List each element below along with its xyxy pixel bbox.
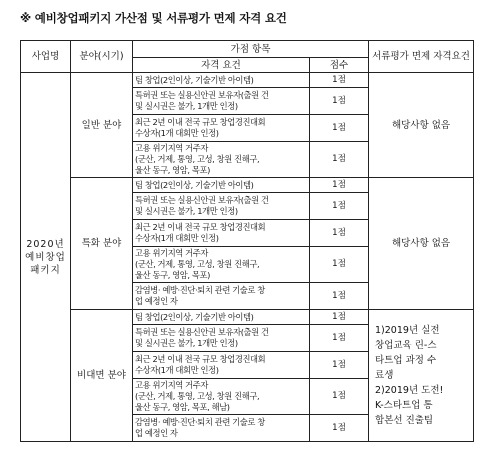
condition-cell (133, 220, 310, 247)
condition-line: 고용 위기지역 거주자 (135, 248, 209, 258)
condition-cell (133, 88, 310, 115)
condition-line: 및 실시권은 불가, 1개만 인정) (135, 206, 238, 216)
condition-cell (133, 115, 310, 142)
condition-line: 울산 동구, 영암, 목포) (135, 270, 210, 280)
exemption-line: 료생 (375, 370, 394, 381)
header-business-name: 사업명 (21, 41, 71, 73)
condition-line: 울산 동구, 영암, 목포) (135, 165, 210, 175)
table-row (21, 178, 474, 193)
score-cell: 1점 (310, 193, 369, 220)
field-cell: 비대면 분야 (71, 310, 133, 442)
score-cell: 1점 (310, 352, 369, 379)
condition-line: 업 예정인 자 (135, 296, 178, 306)
page-title: ※ 예비창업패키지 가산점 및 서류평가 면제 자격 요건 (20, 11, 287, 25)
condition-line: 및 실시권은 불가, 1개만 인정) (135, 101, 238, 111)
condition-cell (133, 142, 310, 178)
condition-cell (133, 193, 310, 220)
condition-cell (133, 352, 310, 379)
condition-line: 팀 창업(2인이상, 기술기반 아이템) (135, 311, 254, 322)
condition-line: 및 실시권은 불가, 1개만 인정) (135, 338, 238, 348)
field-cell: 특화 분야 (71, 178, 133, 310)
score-cell: 1점 (310, 178, 369, 193)
exemption-line: 2)2019년 도전! (375, 385, 444, 396)
condition-line: 수상자(1개 대회만 인정) (135, 365, 219, 375)
condition-line: 특허권 또는 실용신안권 보유자(출원 건 (135, 90, 269, 100)
condition-line: (군산, 거제, 통영, 고성, 창원 진해구, (135, 154, 260, 164)
condition-cell (133, 73, 310, 88)
business-name-line: 예비창업 (25, 251, 66, 263)
exemption-line: 1)2019년 실전 (375, 325, 440, 336)
score-cell: 1점 (310, 247, 369, 283)
score-cell: 1점 (310, 310, 369, 325)
header-field: 분야(시기) (71, 41, 133, 73)
field-cell: 일반 분야 (71, 73, 133, 178)
score-cell: 1점 (310, 379, 369, 415)
condition-line: 고용 위기지역 거주자 (135, 143, 209, 153)
condition-cell (133, 247, 310, 283)
condition-cell (133, 415, 310, 442)
condition-cell (133, 325, 310, 352)
score-cell: 1점 (310, 73, 369, 88)
exemption-line: 합본선 진출팀 (375, 415, 434, 426)
exemption-line: 타트업 과정 수 (375, 355, 437, 366)
condition-line: 울산 동구, 영암, 목포, 해남) (135, 402, 230, 412)
score-cell: 1점 (310, 283, 369, 310)
condition-line: 업 예정인 자 (135, 428, 178, 438)
header-score: 점수 (310, 58, 369, 73)
condition-line: 최근 2년 이내 전국 규모 창업경진대회 (135, 117, 266, 127)
condition-line: 수상자(1개 대회만 인정) (135, 128, 219, 138)
table-row (21, 310, 474, 325)
header-bonus-items: 가점 항목 (133, 41, 369, 58)
condition-line: 고용 위기지역 거주자 (135, 380, 209, 390)
condition-line: 최근 2년 이내 전국 규모 창업경진대회 (135, 354, 266, 364)
exemption-cell (369, 310, 474, 442)
exemption-line: K-스타트업 통 (375, 400, 433, 411)
score-cell: 1점 (310, 415, 369, 442)
header-exemption: 서류평가 면제 자격요건 (369, 41, 474, 73)
condition-line: (군산, 거제, 통영, 고성, 창원 진해구, (135, 259, 260, 269)
condition-line: 감염병· 예방·진단·퇴치 관련 기술로 창 (135, 417, 265, 427)
condition-cell (133, 379, 310, 415)
score-cell: 1점 (310, 142, 369, 178)
score-cell: 1점 (310, 115, 369, 142)
exemption-line: 창업교육 린-스 (375, 340, 437, 351)
condition-line: 팀 창업(2인이상, 기술기반 아이템) (135, 74, 254, 85)
condition-line: 감염병· 예방·진단·퇴치 관련 기술로 창 (135, 285, 265, 295)
condition-line: 특허권 또는 실용신안권 보유자(출원 건 (135, 327, 269, 337)
condition-line: 팀 창업(2인이상, 기술기반 아이템) (135, 179, 254, 190)
exemption-cell: 해당사항 없음 (369, 73, 474, 178)
condition-cell (133, 283, 310, 310)
score-cell: 1점 (310, 220, 369, 247)
condition-cell (133, 310, 310, 325)
table-row (21, 73, 474, 88)
condition-line: (군산, 거제, 통영, 고성, 창원 진해구, (135, 391, 260, 401)
business-name-line: 패키지 (30, 264, 61, 276)
eligibility-table (20, 40, 474, 442)
condition-line: 특허권 또는 실용신안권 보유자(출원 건 (135, 195, 269, 205)
score-cell: 1점 (310, 325, 369, 352)
business-name-cell (21, 73, 71, 442)
score-cell: 1점 (310, 88, 369, 115)
header-condition: 자격 요건 (133, 58, 310, 73)
business-name-line: 2020년 (26, 238, 65, 250)
condition-line: 최근 2년 이내 전국 규모 창업경진대회 (135, 222, 266, 232)
exemption-cell: 해당사항 없음 (369, 178, 474, 310)
condition-cell (133, 178, 310, 193)
condition-line: 수상자(1개 대회만 인정) (135, 233, 219, 243)
